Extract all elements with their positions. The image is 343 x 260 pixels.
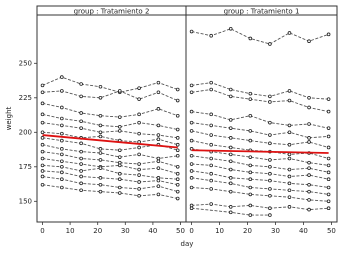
data-point	[210, 157, 213, 160]
data-point	[288, 196, 291, 199]
data-point	[288, 131, 291, 134]
data-point	[41, 131, 44, 134]
data-point	[157, 91, 160, 94]
data-point	[176, 165, 179, 168]
data-point	[176, 143, 179, 146]
data-point	[190, 121, 193, 124]
data-point	[157, 81, 160, 84]
strip-label: group : Tratamiento 1	[223, 7, 300, 16]
data-point	[138, 132, 141, 135]
x-tick-label: 50	[326, 227, 336, 235]
data-point	[190, 84, 193, 87]
data-point	[249, 186, 252, 189]
data-point	[190, 110, 193, 113]
data-point	[138, 113, 141, 116]
data-point	[80, 83, 83, 86]
data-point	[249, 114, 252, 117]
data-point	[249, 156, 252, 159]
data-point	[210, 187, 213, 190]
data-point	[249, 178, 252, 181]
data-point	[210, 88, 213, 91]
data-point	[229, 153, 232, 156]
data-point	[268, 43, 271, 46]
data-point	[229, 88, 232, 91]
data-point	[210, 164, 213, 167]
data-point	[41, 91, 44, 94]
data-point	[190, 170, 193, 173]
data-point	[99, 124, 102, 127]
data-point	[249, 171, 252, 174]
data-point	[229, 127, 232, 130]
data-point	[288, 175, 291, 178]
data-point	[99, 183, 102, 186]
strip-label: group : Tratamiento 2	[73, 7, 150, 16]
data-point	[308, 161, 311, 164]
data-point	[60, 106, 63, 109]
y-tick-label: 225	[18, 94, 32, 103]
data-point	[288, 168, 291, 171]
data-point	[268, 194, 271, 197]
data-point	[176, 136, 179, 139]
data-point	[138, 121, 141, 124]
data-point	[118, 164, 121, 167]
data-point	[249, 37, 252, 40]
data-point	[176, 197, 179, 200]
data-point	[118, 192, 121, 195]
data-point	[229, 205, 232, 208]
data-point	[288, 153, 291, 156]
data-point	[41, 113, 44, 116]
data-point	[176, 183, 179, 186]
data-point	[327, 171, 330, 174]
data-point	[249, 92, 252, 95]
data-point	[80, 127, 83, 130]
data-point	[268, 142, 271, 145]
data-point	[157, 185, 160, 188]
data-point	[60, 124, 63, 127]
data-point	[60, 178, 63, 181]
y-axis-label: weight	[5, 106, 13, 131]
data-point	[327, 178, 330, 181]
data-point	[157, 138, 160, 141]
data-point	[210, 172, 213, 175]
data-point	[80, 182, 83, 185]
data-point	[157, 167, 160, 170]
data-point	[327, 193, 330, 196]
data-point	[249, 130, 252, 133]
data-point	[41, 183, 44, 186]
y-tick-label: 150	[18, 197, 32, 206]
data-point	[229, 118, 232, 121]
x-tick-label: 0	[40, 227, 45, 235]
data-point	[327, 207, 330, 210]
data-point	[99, 114, 102, 117]
data-point	[157, 107, 160, 110]
data-point	[210, 81, 213, 84]
data-point	[210, 179, 213, 182]
data-point	[138, 187, 141, 190]
data-point	[249, 139, 252, 142]
data-point	[308, 96, 311, 99]
x-tick-label: 50	[176, 227, 185, 235]
data-point	[210, 113, 213, 116]
data-point	[41, 143, 44, 146]
series-line	[43, 145, 178, 159]
data-point	[80, 189, 83, 192]
data-point	[60, 76, 63, 79]
data-point	[229, 95, 232, 98]
data-point	[138, 181, 141, 184]
data-point	[210, 134, 213, 137]
x-tick-label: 30	[271, 227, 280, 235]
data-point	[190, 154, 193, 157]
data-point	[268, 95, 271, 98]
data-point	[41, 150, 44, 153]
data-point	[138, 168, 141, 171]
data-point	[60, 132, 63, 135]
data-point	[308, 199, 311, 202]
data-point	[327, 164, 330, 167]
data-point	[176, 99, 179, 102]
data-point	[308, 190, 311, 193]
x-tick-label: 40	[298, 227, 308, 235]
data-point	[60, 165, 63, 168]
data-point	[268, 172, 271, 175]
data-point	[80, 120, 83, 123]
data-point	[157, 124, 160, 127]
data-point	[308, 141, 311, 144]
data-point	[118, 130, 121, 133]
data-point	[190, 30, 193, 33]
data-point	[80, 95, 83, 98]
data-point	[80, 150, 83, 153]
panel-2	[186, 6, 337, 235]
data-point	[99, 167, 102, 170]
y-tick-label: 200	[18, 128, 32, 137]
data-point	[308, 106, 311, 109]
data-point	[288, 99, 291, 102]
data-point	[138, 98, 141, 101]
data-point	[190, 130, 193, 133]
data-point	[80, 175, 83, 178]
x-axis-label: day	[180, 240, 194, 248]
data-point	[138, 174, 141, 177]
data-point	[327, 110, 330, 113]
data-point	[41, 136, 44, 139]
data-point	[288, 189, 291, 192]
data-point	[99, 96, 102, 99]
y-tick-label: 175	[18, 163, 32, 172]
data-point	[229, 160, 232, 163]
data-point	[138, 163, 141, 166]
data-point	[118, 149, 121, 152]
data-point	[80, 142, 83, 145]
data-point	[118, 116, 121, 119]
data-point	[41, 164, 44, 167]
data-point	[118, 90, 121, 93]
data-point	[41, 157, 44, 160]
data-point	[268, 187, 271, 190]
data-point	[138, 153, 141, 156]
data-point	[60, 90, 63, 93]
y-tick-label: 250	[18, 59, 32, 68]
data-point	[268, 134, 271, 137]
data-point	[229, 176, 232, 179]
data-point	[210, 124, 213, 127]
data-point	[229, 27, 232, 30]
data-point	[288, 205, 291, 208]
data-point	[80, 170, 83, 173]
panel-frame	[186, 15, 337, 222]
data-point	[210, 34, 213, 37]
data-point	[99, 131, 102, 134]
data-point	[190, 207, 193, 210]
data-point	[249, 204, 252, 207]
data-point	[190, 163, 193, 166]
data-point	[118, 125, 121, 128]
data-point	[308, 208, 311, 211]
data-point	[268, 159, 271, 162]
data-point	[118, 186, 121, 189]
data-point	[327, 157, 330, 160]
data-point	[308, 167, 311, 170]
data-point	[157, 134, 160, 137]
data-point	[249, 214, 252, 217]
data-point	[288, 90, 291, 93]
data-point	[327, 146, 330, 149]
data-point	[176, 88, 179, 91]
data-point	[41, 121, 44, 124]
data-point	[41, 84, 44, 87]
data-point	[288, 157, 291, 160]
data-point	[308, 123, 311, 126]
data-point	[308, 183, 311, 186]
data-point	[288, 182, 291, 185]
data-point	[80, 163, 83, 166]
x-tick-label: 10	[65, 227, 75, 235]
data-point	[138, 194, 141, 197]
data-point	[60, 117, 63, 120]
data-point	[210, 143, 213, 146]
data-point	[190, 139, 193, 142]
data-point	[118, 156, 121, 159]
x-tick-label: 0	[189, 227, 194, 235]
data-point	[118, 178, 121, 181]
data-point	[249, 193, 252, 196]
data-point	[99, 176, 102, 179]
data-point	[268, 214, 271, 217]
data-point	[327, 135, 330, 138]
data-point	[288, 32, 291, 35]
data-point	[327, 127, 330, 130]
data-point	[157, 179, 160, 182]
data-point	[99, 190, 102, 193]
data-point	[268, 165, 271, 168]
data-point	[190, 186, 193, 189]
data-point	[176, 149, 179, 152]
data-point	[308, 136, 311, 139]
data-point	[60, 160, 63, 163]
data-point	[99, 159, 102, 162]
data-point	[41, 175, 44, 178]
data-point	[138, 87, 141, 90]
data-point	[99, 152, 102, 155]
x-tick-label: 10	[215, 227, 225, 235]
data-point	[190, 91, 193, 94]
data-point	[268, 179, 271, 182]
data-point	[176, 154, 179, 157]
data-point	[60, 186, 63, 189]
data-point	[80, 112, 83, 115]
data-point	[176, 172, 179, 175]
x-tick-label: 30	[120, 227, 130, 235]
data-point	[157, 160, 160, 163]
data-point	[176, 128, 179, 131]
data-point	[99, 135, 102, 138]
panel-1	[37, 6, 186, 235]
data-point	[176, 190, 179, 193]
data-point	[249, 164, 252, 167]
data-point	[229, 182, 232, 185]
data-point	[80, 157, 83, 160]
data-point	[60, 153, 63, 156]
data-point	[288, 143, 291, 146]
data-point	[229, 146, 232, 149]
data-point	[41, 170, 44, 173]
data-point	[229, 168, 232, 171]
x-tick-label: 20	[93, 227, 103, 235]
data-point	[229, 211, 232, 214]
x-tick-label: 40	[148, 227, 158, 235]
data-point	[268, 101, 271, 104]
data-point	[249, 98, 252, 101]
data-point	[229, 136, 232, 139]
data-point	[157, 193, 160, 196]
data-point	[99, 147, 102, 150]
data-point	[60, 139, 63, 142]
data-point	[176, 178, 179, 181]
data-point	[229, 190, 232, 193]
data-point	[118, 172, 121, 175]
data-point	[268, 121, 271, 124]
x-tick-label: 20	[243, 227, 252, 235]
data-point	[327, 98, 330, 101]
data-point	[176, 114, 179, 117]
data-point	[327, 200, 330, 203]
data-point	[288, 124, 291, 127]
data-point	[327, 33, 330, 36]
data-point	[60, 147, 63, 150]
data-point	[327, 186, 330, 189]
data-point	[99, 85, 102, 88]
data-point	[138, 146, 141, 149]
panel-frame	[37, 15, 186, 222]
data-point	[308, 40, 311, 43]
data-point	[308, 174, 311, 177]
data-point	[190, 176, 193, 179]
data-point	[268, 207, 271, 210]
data-point	[210, 203, 213, 206]
data-point	[60, 171, 63, 174]
data-point	[41, 102, 44, 105]
